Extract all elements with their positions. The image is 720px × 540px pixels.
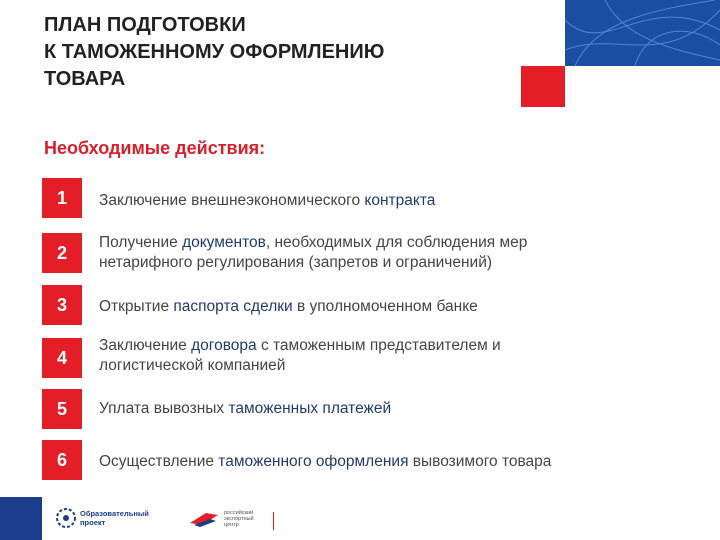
step-text: [99, 336, 569, 376]
step-text-highlight: контракта: [364, 192, 436, 209]
step-text-highlight: паспорта сделки: [173, 298, 293, 315]
step-text-part: Уплата вывозных: [99, 400, 229, 417]
footer-divider: [273, 512, 274, 530]
step-text-part: Осуществление: [99, 453, 219, 470]
title-line-1: ПЛАН ПОДГОТОВКИ: [44, 14, 246, 36]
title-line-3: ТОВАРА: [44, 68, 126, 90]
step-text-highlight: таможенных платежей: [228, 400, 392, 417]
footer-blue-block: [0, 497, 42, 540]
step-text-part: с таможенным представителем и логистической компанией: [99, 337, 501, 374]
step-text-part: , необходимых для соблюдения мер нетарифного регулирования (запретов и ограничений): [99, 234, 528, 271]
export-center-logo: [188, 507, 268, 531]
globe-icon: [56, 508, 76, 528]
red-accent-square: [521, 66, 565, 107]
step-text-part: Заключение: [99, 337, 192, 354]
section-subtitle: Необходимые действия:: [44, 138, 266, 158]
step-text-part: вывозимого товара: [408, 453, 552, 470]
step-text-highlight: договора: [191, 337, 257, 354]
step-text: [99, 233, 619, 273]
step-text: [99, 399, 659, 419]
step-text: [99, 191, 659, 211]
step-number: 1: [42, 178, 82, 218]
step-number: 6: [42, 440, 82, 480]
step-text-part: Заключение внешнеэкономического: [99, 192, 365, 209]
step-text: [99, 452, 699, 472]
step-text-part: в уполномоченном банке: [292, 298, 478, 315]
step-number: 3: [42, 285, 82, 325]
step-text-part: Получение: [99, 234, 183, 251]
decorative-pattern: [565, 0, 720, 66]
step-number: 5: [42, 389, 82, 429]
step-number: 4: [42, 338, 82, 378]
step-text-highlight: таможенного оформления: [218, 453, 409, 470]
step-text-part: Открытие: [99, 298, 174, 315]
step-text-highlight: документов: [182, 234, 266, 251]
slide-title: [44, 12, 464, 93]
export-arrow-icon: [188, 509, 220, 529]
logo-text: российский экспортный центр: [224, 510, 254, 528]
education-project-logo: [56, 506, 166, 530]
logo-text: Образовательный проект: [80, 509, 149, 527]
step-number: 2: [42, 233, 82, 273]
title-line-2: К ТАМОЖЕННОМУ ОФОРМЛЕНИЮ: [44, 41, 385, 63]
step-text: [99, 297, 659, 317]
